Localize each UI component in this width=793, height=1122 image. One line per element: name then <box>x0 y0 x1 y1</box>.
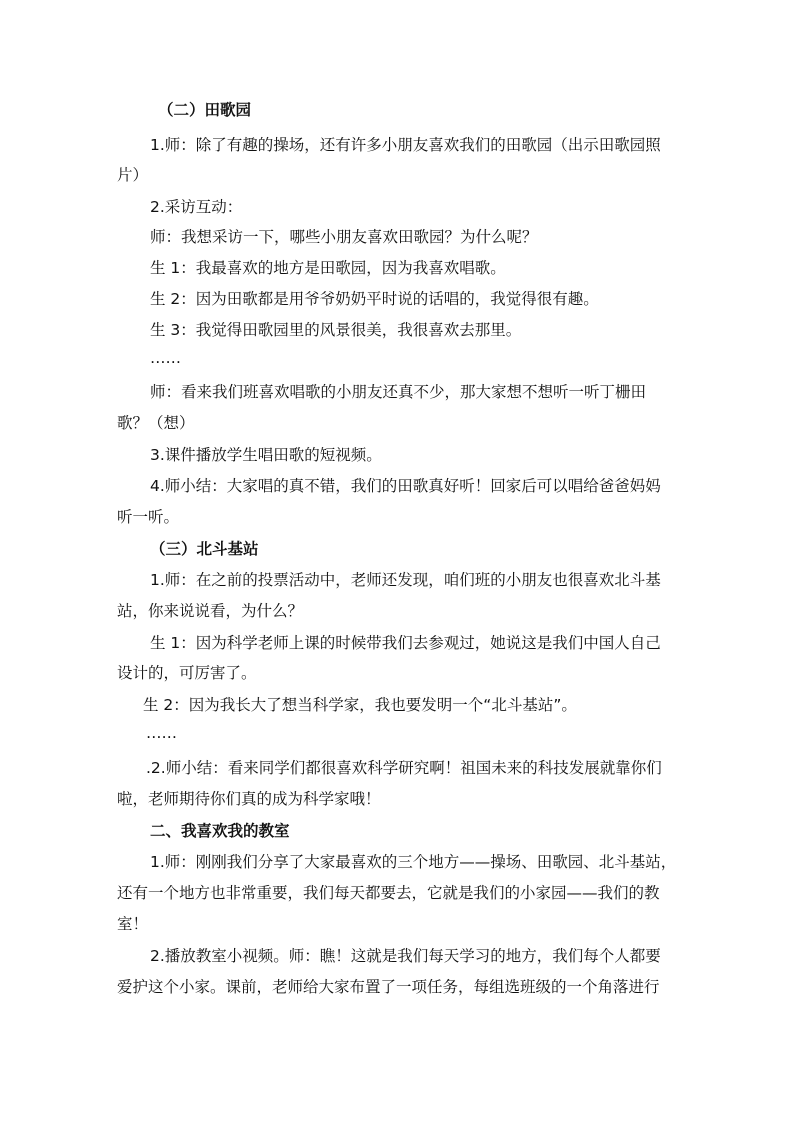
paragraph-line: 站，你来说说看，为什么？ <box>117 602 304 620</box>
paragraph-line: 设计的，可厉害了。 <box>117 664 257 682</box>
paragraph-line: 1.师：在之前的投票活动中，老师还发现，咱们班的小朋友也很喜欢北斗基 <box>150 571 661 589</box>
paragraph-line: 1.师：刚刚我们分享了大家最喜欢的三个地方——操场、田歌园、北斗基站， <box>150 853 677 871</box>
paragraph-line: 生 1：我最喜欢的地方是田歌园，因为我喜欢唱歌。 <box>150 259 506 277</box>
paragraph-line: 啦，老师期待你们真的成为科学家哦！ <box>117 790 381 808</box>
paragraph-line: 3.课件播放学生唱田歌的短视频。 <box>150 446 382 464</box>
paragraph-line: 师：看来我们班喜欢唱歌的小朋友还真不少，那大家想不想听一听丁栅田 <box>150 383 647 401</box>
paragraph-line: 生 2：因为田歌都是用爷爷奶奶平时说的话唱的，我觉得很有趣。 <box>150 290 599 308</box>
paragraph-line: .2.师小结：看来同学们都很喜欢科学研究啊！祖国未来的科技发展就靠你们 <box>146 759 662 777</box>
paragraph-line: 歌？（想） <box>117 414 195 432</box>
paragraph-line: 爱护这个小家。课前，老师给大家布置了一项任务，每组选班级的一个角落进行 <box>117 978 660 996</box>
section-heading-tiangeyuan: （二）田歌园 <box>158 101 252 119</box>
paragraph-line: 1.师：除了有趣的操场，还有许多小朋友喜欢我们的田歌园（出示田歌园照 <box>150 136 661 154</box>
section-heading-beidou: （三）北斗基站 <box>150 540 259 558</box>
paragraph-line: 生 2：因为我长大了想当科学家，我也要发明一个“北斗基站”。 <box>143 696 577 714</box>
paragraph-line: 生 1：因为科学老师上课的时候带我们去参观过，她说这是我们中国人自己 <box>150 634 661 652</box>
paragraph-line: 师：我想采访一下，哪些小朋友喜欢田歌园？为什么呢？ <box>150 228 538 246</box>
ellipsis-line: …… <box>146 724 177 742</box>
paragraph-line: 还有一个地方也非常重要，我们每天都要去，它就是我们的小家园——我们的教 <box>117 884 660 902</box>
section-heading-classroom: 二、我喜欢我的教室 <box>150 822 290 840</box>
paragraph-line: 4.师小结：大家唱的真不错，我们的田歌真好听！回家后可以唱给爸爸妈妈 <box>150 477 661 495</box>
paragraph-line: 2.采访互动： <box>150 198 243 216</box>
paragraph-line: 2.播放教室小视频。师：瞧！这就是我们每天学习的地方，我们每个人都要 <box>150 947 661 965</box>
paragraph-line: 听一听。 <box>117 508 180 526</box>
paragraph-line: 生 3：我觉得田歌园里的风景很美，我很喜欢去那里。 <box>150 321 522 339</box>
paragraph-line: 室！ <box>117 915 149 933</box>
ellipsis-line: …… <box>150 349 181 367</box>
paragraph-line: 片） <box>117 166 149 184</box>
